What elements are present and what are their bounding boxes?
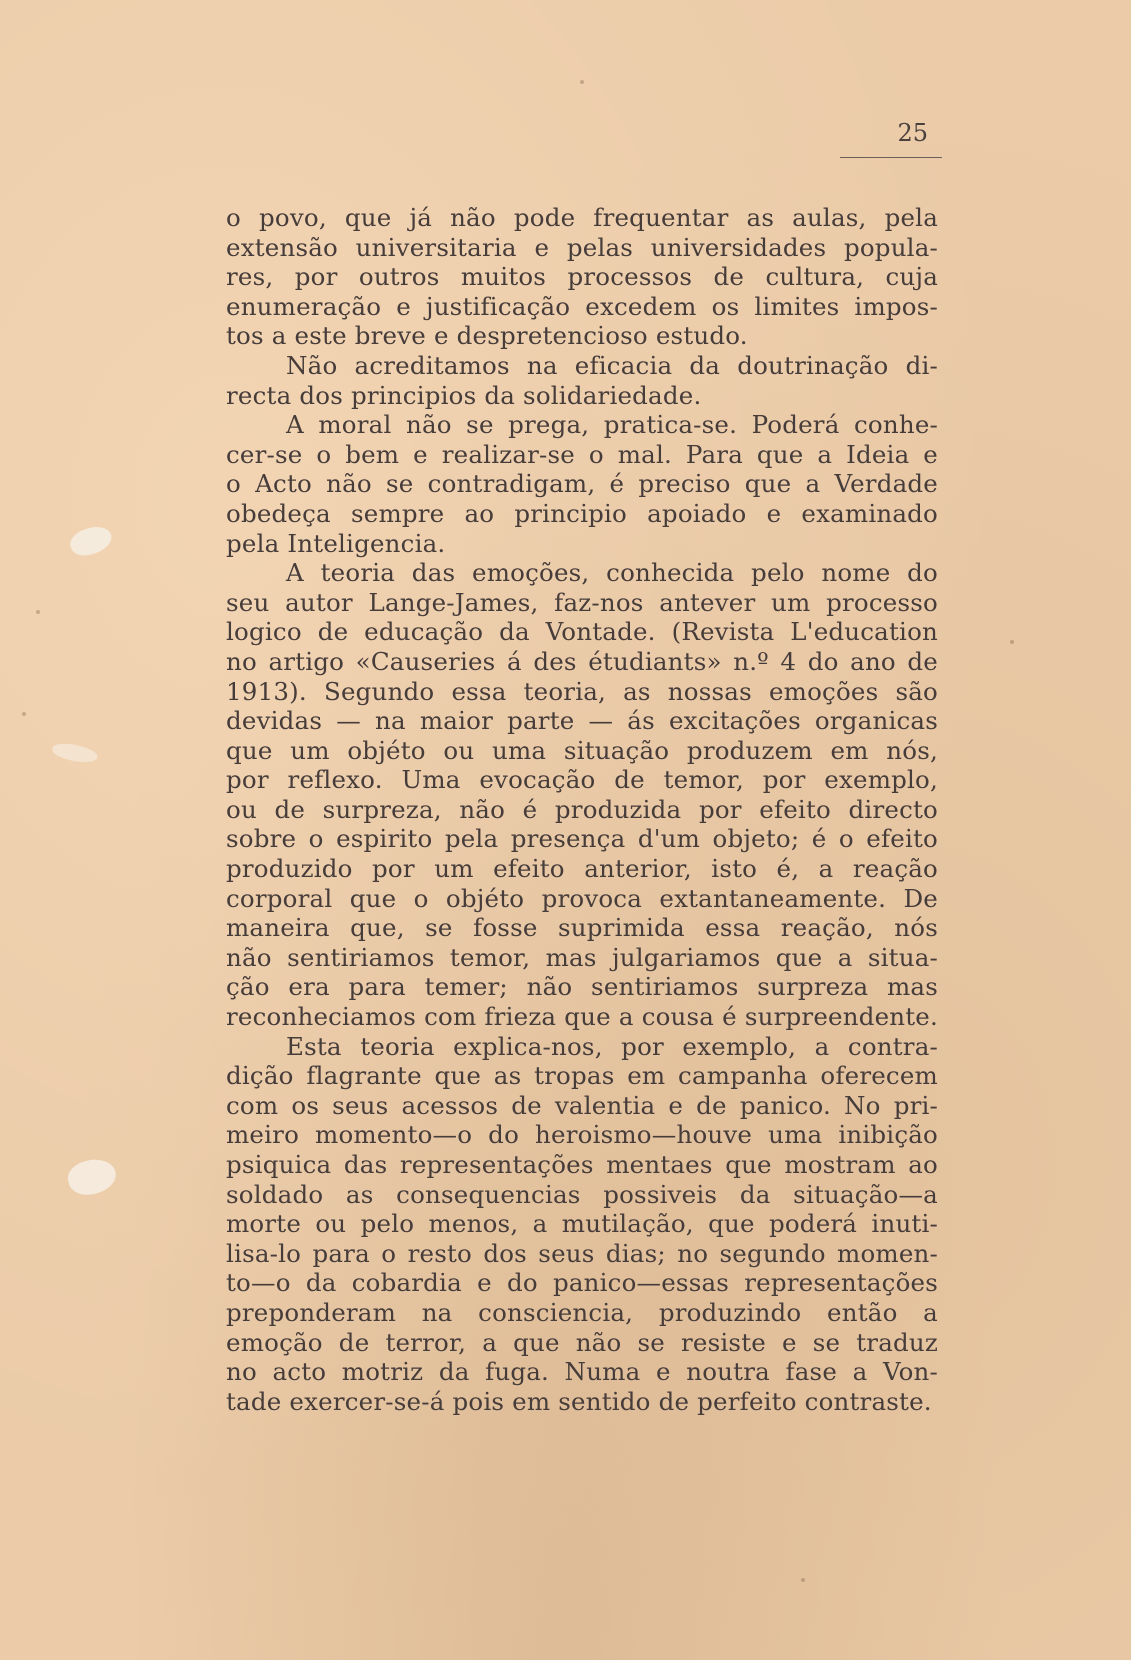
text-line: extensão universitaria e pelas universidades popula- bbox=[226, 232, 938, 262]
binding-hole bbox=[67, 522, 115, 561]
paper-speck bbox=[801, 1578, 805, 1582]
body-text bbox=[226, 203, 938, 1416]
text-line: Esta teoria explica-nos, por exemplo, a contra- bbox=[286, 1031, 938, 1061]
text-line: Não acreditamos na eficacia da doutrinação di- bbox=[286, 350, 938, 380]
paper-speck bbox=[1010, 640, 1014, 644]
text-line: corporal que o objéto provoca extantaneamente. De bbox=[226, 883, 938, 913]
binding-hole bbox=[64, 1154, 119, 1199]
text-line: preponderam na consciencia, produzindo então a bbox=[226, 1297, 938, 1327]
text-line: to—o da cobardia e do panico—essas representações bbox=[226, 1268, 938, 1298]
text-line: A teoria das emoções, conhecida pelo nome do bbox=[286, 558, 938, 588]
text-line: emoção de terror, a que não se resiste e se traduz bbox=[226, 1327, 938, 1357]
text-line: psiquica das representações mentaes que mostram ao bbox=[226, 1150, 938, 1179]
text-line: 1913). Segundo essa teoria, as nossas emoções são bbox=[226, 676, 938, 706]
text-line: ou de surpreza, não é produzida por efeito directo bbox=[226, 794, 938, 824]
text-line: que um objéto ou uma situação produzem em nós, bbox=[226, 735, 938, 765]
text-line: recta dos principios da solidariedade. bbox=[226, 380, 702, 410]
text-line: logico de educação da Vontade. (Revista L'education bbox=[226, 617, 938, 647]
text-line: pela Inteligencia. bbox=[226, 528, 446, 558]
text-line: no artigo «Causeries á des étudiants» n.º 4 do ano de bbox=[226, 646, 938, 676]
paper-speck bbox=[22, 712, 26, 716]
text-line: o povo, que já não pode frequentar as aulas, pela bbox=[226, 203, 938, 232]
text-line: não sentiriamos temor, mas julgariamos que a situa- bbox=[226, 942, 938, 972]
text-line: res, por outros muitos processos de cultura, cuja bbox=[226, 262, 938, 292]
text-line: A moral não se prega, pratica-se. Poderá conhe- bbox=[286, 410, 938, 440]
page-number: 25 bbox=[840, 118, 942, 158]
text-line: morte ou pelo menos, a mutilação, que poderá inuti- bbox=[226, 1209, 938, 1239]
text-line: o Acto não se contradigam, é preciso que a Verdade bbox=[226, 469, 938, 499]
text-line: lisa-lo para o resto dos seus dias; no segundo momen- bbox=[226, 1238, 938, 1268]
text-line: enumeração e justificação excedem os limites impos- bbox=[226, 291, 938, 321]
text-line: maneira que, se fosse suprimida essa reação, nós bbox=[226, 913, 938, 943]
text-line: ção era para temer; não sentiriamos surpreza mas bbox=[226, 972, 938, 1002]
text-line: no acto motriz da fuga. Numa e noutra fase a Von- bbox=[226, 1357, 938, 1387]
text-line: devidas — na maior parte — ás excitações organicas bbox=[226, 706, 938, 736]
text-line: meiro momento—o do heroismo—houve uma inibição bbox=[226, 1120, 938, 1150]
text-line: tade exercer-se-á pois em sentido de perfeito contraste. bbox=[226, 1386, 932, 1416]
text-line: obedeça sempre ao principio apoiado e examinado bbox=[226, 498, 938, 528]
text-line: por reflexo. Uma evocação de temor, por exemplo, bbox=[226, 765, 938, 795]
binding-hole bbox=[51, 741, 99, 765]
text-line: produzido por um efeito anterior, isto é, a reação bbox=[226, 854, 938, 884]
paper-speck bbox=[580, 80, 584, 84]
text-line: dição flagrante que as tropas em campanha oferecem bbox=[226, 1061, 938, 1091]
paper-speck bbox=[36, 610, 40, 614]
text-line: reconheciamos com frieza que a cousa é surpreendente. bbox=[226, 1002, 938, 1032]
text-line: soldado as consequencias possiveis da situação—a bbox=[226, 1179, 938, 1209]
text-line: com os seus acessos de valentia e de panico. No pri- bbox=[226, 1090, 938, 1120]
text-line: seu autor Lange-James, faz-nos antever um processo bbox=[226, 587, 938, 617]
text-line: cer-se o bem e realizar-se o mal. Para que a Ideia e bbox=[226, 439, 938, 469]
text-line: sobre o espirito pela presença d'um objeto; é o efeito bbox=[226, 824, 938, 854]
text-line: tos a este breve e despretencioso estudo. bbox=[226, 321, 748, 351]
